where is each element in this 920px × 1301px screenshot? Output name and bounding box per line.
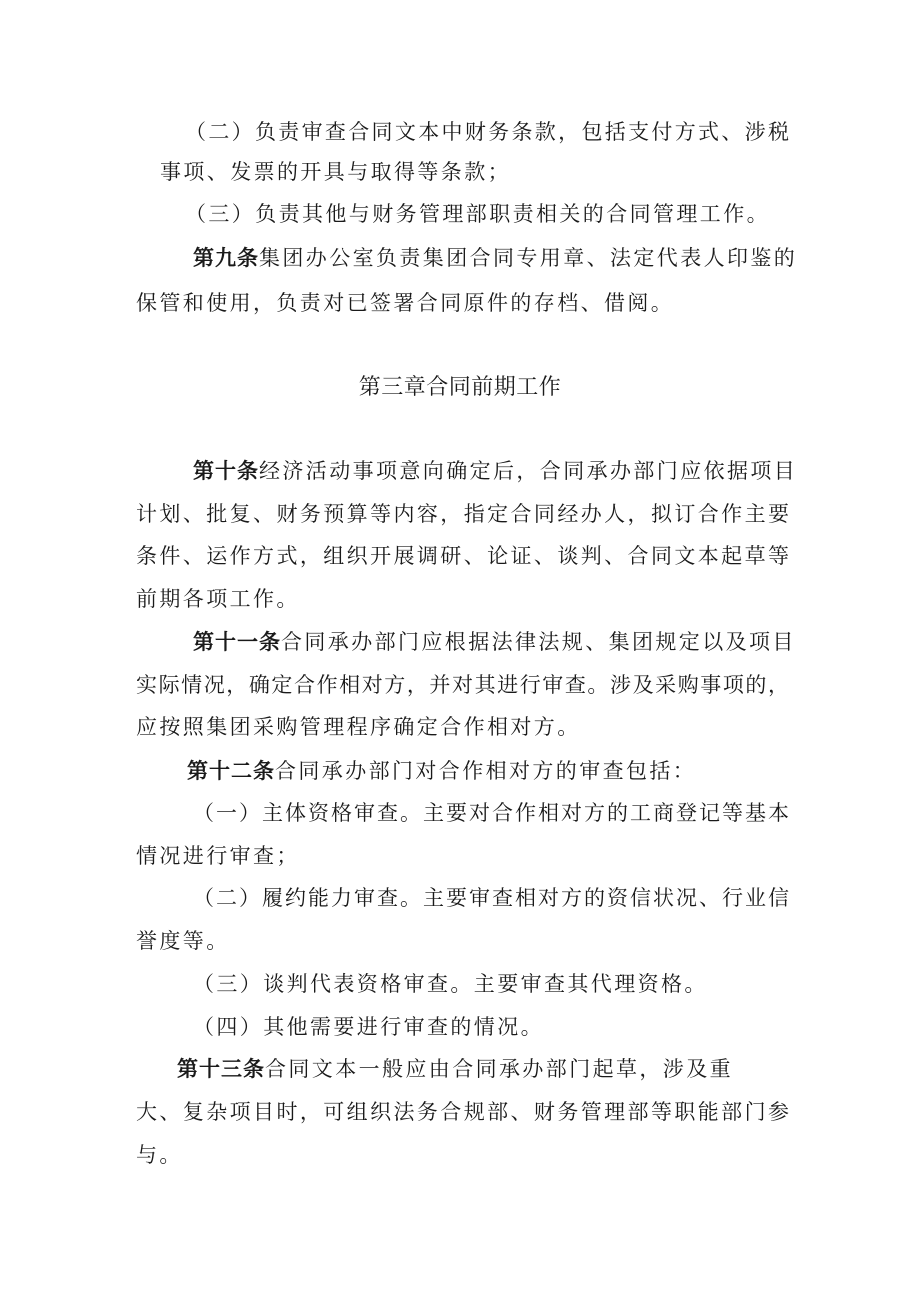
article-12-item-3-line-1: （三）谈判代表资格审查。主要审查其代理资格。 (193, 972, 708, 996)
article-13-line-3: 与。 (136, 1143, 183, 1167)
clause-3-line-1: （三）负责其他与财务管理部职责相关的合同管理工作。 (185, 202, 770, 226)
article-12-item-2-line-1: （二）履约能力审查。主要审查相对方的资信状况、行业信 (193, 886, 789, 910)
article-12-item-1-line-2: 情况进行审查； (136, 844, 300, 868)
article-10-line-2: 计划、批复、财务预算等内容，指定合同经办人，拟订合作主要 (136, 502, 789, 526)
article-12-item-4-line-1: （四）其他需要进行审查的情况。 (193, 1015, 544, 1039)
article-11-line-1 (193, 627, 796, 657)
article-10-heading: 第十条 (193, 459, 259, 483)
article-10-line-1 (193, 456, 797, 486)
article-11-text: 合同承办部门应根据法律法规、集团规定以及项目 (281, 630, 796, 654)
article-13-line-1 (177, 1054, 733, 1084)
chapter-3-title: 第三章合同前期工作 (358, 375, 562, 400)
article-12-item-1-line-1: （一）主体资格审查。主要对合作相对方的工商登记等基本 (193, 801, 789, 825)
article-9-line-2: 保管和使用，负责对已签署合同原件的存档、借阅。 (136, 291, 675, 315)
article-13-text: 合同文本一般应由合同承办部门起草，涉及重 (265, 1057, 733, 1081)
article-10-text: 经济活动事项意向确定后，合同承办部门应依据项目 (259, 459, 798, 483)
article-9-heading: 第九条 (193, 246, 259, 270)
article-11-line-3: 应按照集团采购管理程序确定合作相对方。 (136, 715, 581, 739)
article-11-heading: 第十一条 (193, 630, 281, 654)
article-12-item-2-line-2: 誉度等。 (136, 929, 230, 953)
article-12-text: 合同承办部门对合作相对方的审查包括： (275, 759, 697, 783)
article-10-line-4: 前期各项工作。 (136, 587, 300, 611)
article-13-line-2: 大、复杂项目时，可组织法务合规部、财务管理部等职能部门参 (136, 1100, 789, 1124)
article-12-heading: 第十二条 (187, 759, 275, 783)
article-9-text: 集团办公室负责集团合同专用章、法定代表人印鉴的 (259, 246, 798, 270)
article-11-line-2: 实际情况，确定合作相对方，并对其进行审查。涉及采购事项的， (136, 673, 789, 697)
clause-2-line-2: 事项、发票的开具与取得等条款； (160, 160, 511, 184)
article-10-line-3: 条件、运作方式，组织开展调研、论证、谈判、合同文本起草等 (136, 544, 789, 568)
clause-2-line-1: （二）负责审查合同文本中财务条款，包括支付方式、涉税 (185, 120, 789, 144)
article-13-heading: 第十三条 (177, 1057, 265, 1081)
article-12-line-1 (187, 756, 696, 786)
article-9-line-1 (193, 243, 797, 273)
